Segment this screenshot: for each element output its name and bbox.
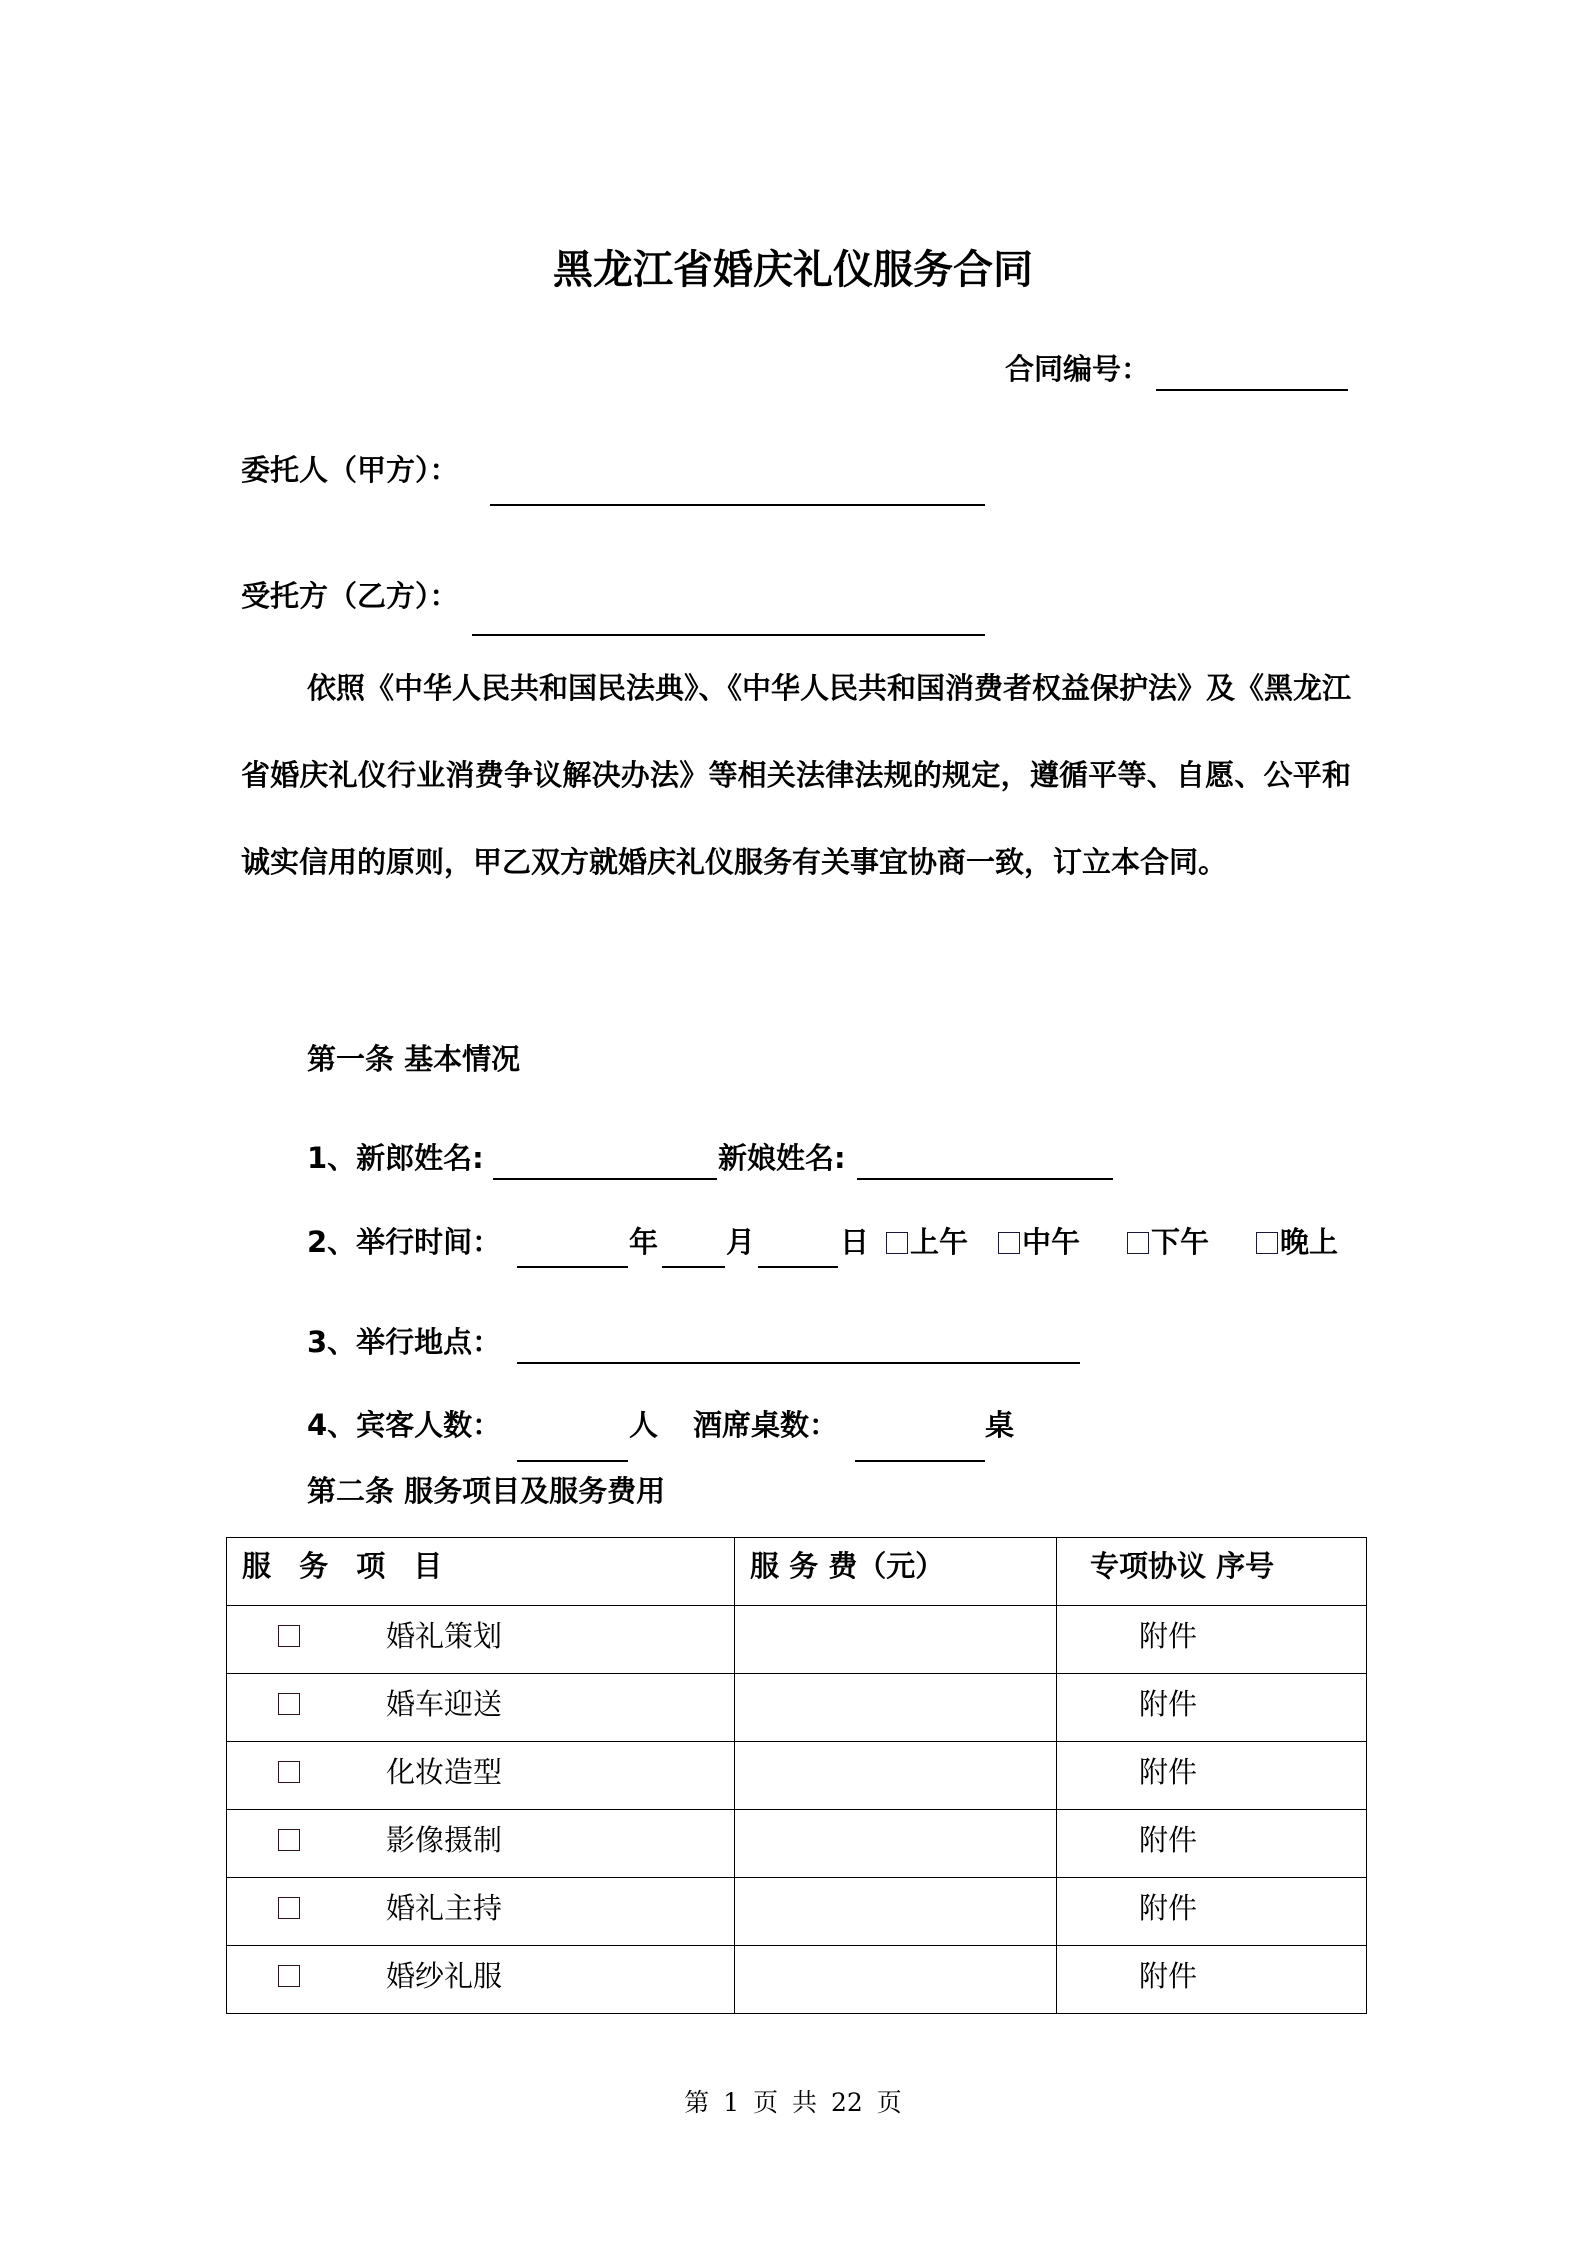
- section2-heading: 第二条 服务项目及服务费用: [307, 1474, 666, 1508]
- service-item-name: 婚车迎送: [386, 1687, 503, 1721]
- service-item-name: 影像摄制: [386, 1823, 503, 1857]
- venue-label: 3、举行地点：: [307, 1325, 502, 1359]
- service-item-name: 婚礼主持: [386, 1891, 503, 1925]
- guest-count-field[interactable]: [517, 1460, 628, 1462]
- contract-number-label: 合同编号：: [1005, 352, 1151, 386]
- service-fee-cell[interactable]: [735, 1946, 1057, 2014]
- table-row: [227, 1742, 1367, 1810]
- day-field[interactable]: [758, 1266, 838, 1268]
- option-afternoon[interactable]: [1127, 1225, 1209, 1259]
- checkbox-icon[interactable]: [278, 1965, 300, 1987]
- checkbox-icon[interactable]: [1256, 1232, 1278, 1254]
- service-fee-cell[interactable]: [735, 1674, 1057, 1742]
- party-b-field[interactable]: [472, 634, 985, 636]
- checkbox-icon[interactable]: [1127, 1232, 1149, 1254]
- option-morning-label: 上午: [910, 1225, 969, 1259]
- service-item-name: 婚纱礼服: [386, 1959, 503, 1993]
- checkbox-icon[interactable]: [278, 1897, 300, 1919]
- year-label: 年: [629, 1225, 659, 1259]
- party-a-label: 委托人（甲方）：: [241, 453, 459, 487]
- party-b-label: 受托方（乙方）：: [241, 579, 459, 613]
- service-fee-table: [226, 1537, 1367, 2014]
- table-count-label: 酒席桌数：: [693, 1408, 839, 1442]
- option-noon-label: 中午: [1022, 1225, 1081, 1259]
- groom-name-field[interactable]: [493, 1178, 717, 1180]
- annex-label: 附件: [1139, 1891, 1198, 1925]
- service-fee-cell[interactable]: [735, 1742, 1057, 1810]
- option-afternoon-label: 下午: [1151, 1225, 1210, 1259]
- checkbox-icon[interactable]: [278, 1693, 300, 1715]
- day-label: 日: [840, 1225, 870, 1259]
- people-unit-label: 人: [629, 1408, 659, 1442]
- table-row: [227, 1946, 1367, 2014]
- annex-label: 附件: [1139, 1619, 1198, 1653]
- guest-count-label: 4、宾客人数：: [307, 1408, 502, 1442]
- preamble-paragraph: 依照《中华人民共和国民法典》、《中华人民共和国消费者权益保护法》及《黑龙江省婚庆礼仪行业消费争议解决办法》等相关法律法规的规定，遵循平等、自愿、公平和诚实信用的原则，甲乙双方就婚庆礼仪服务有关事宜协商一致，订立本合同。: [241, 671, 1352, 879]
- page-number: 第 1 页 共 22 页: [684, 2088, 902, 2117]
- event-time-label: 2、举行时间：: [307, 1225, 502, 1259]
- groom-name-label: 1、新郎姓名:: [307, 1141, 484, 1175]
- checkbox-icon[interactable]: [278, 1829, 300, 1851]
- party-a-field[interactable]: [490, 504, 985, 506]
- service-item-name: 化妆造型: [386, 1755, 503, 1789]
- annex-label: 附件: [1139, 1959, 1198, 1993]
- option-noon[interactable]: [998, 1225, 1080, 1259]
- header-service-fee: 服 务 费（元）: [735, 1538, 1057, 1606]
- table-row: [227, 1606, 1367, 1674]
- option-morning[interactable]: [886, 1225, 968, 1259]
- service-fee-cell[interactable]: [735, 1810, 1057, 1878]
- month-label: 月: [726, 1225, 756, 1259]
- checkbox-icon[interactable]: [278, 1625, 300, 1647]
- checkbox-icon[interactable]: [886, 1232, 908, 1254]
- annex-label: 附件: [1139, 1755, 1198, 1789]
- bride-name-field[interactable]: [857, 1178, 1113, 1180]
- year-field[interactable]: [517, 1266, 628, 1268]
- table-row: [227, 1810, 1367, 1878]
- document-title: 黑龙江省婚庆礼仪服务合同: [553, 247, 1033, 293]
- option-evening-label: 晚上: [1280, 1225, 1339, 1259]
- table-row: [227, 1674, 1367, 1742]
- service-item-name: 婚礼策划: [386, 1619, 503, 1653]
- tables-unit-label: 桌: [985, 1408, 1015, 1442]
- table-header-row: [227, 1538, 1367, 1606]
- service-fee-cell[interactable]: [735, 1606, 1057, 1674]
- checkbox-icon[interactable]: [998, 1232, 1020, 1254]
- option-evening[interactable]: [1256, 1225, 1338, 1259]
- annex-label: 附件: [1139, 1687, 1198, 1721]
- checkbox-icon[interactable]: [278, 1761, 300, 1783]
- contract-number-field[interactable]: [1156, 389, 1348, 391]
- table-count-field[interactable]: [855, 1460, 985, 1462]
- header-agreement-no: 专项协议 序号: [1057, 1538, 1367, 1606]
- section1-heading: 第一条 基本情况: [307, 1042, 521, 1076]
- service-fee-cell[interactable]: [735, 1878, 1057, 1946]
- venue-field[interactable]: [517, 1362, 1080, 1364]
- header-service-item: 服 务 项 目: [227, 1538, 735, 1606]
- table-row: [227, 1878, 1367, 1946]
- month-field[interactable]: [662, 1266, 725, 1268]
- bride-name-label: 新娘姓名:: [718, 1141, 846, 1175]
- annex-label: 附件: [1139, 1823, 1198, 1857]
